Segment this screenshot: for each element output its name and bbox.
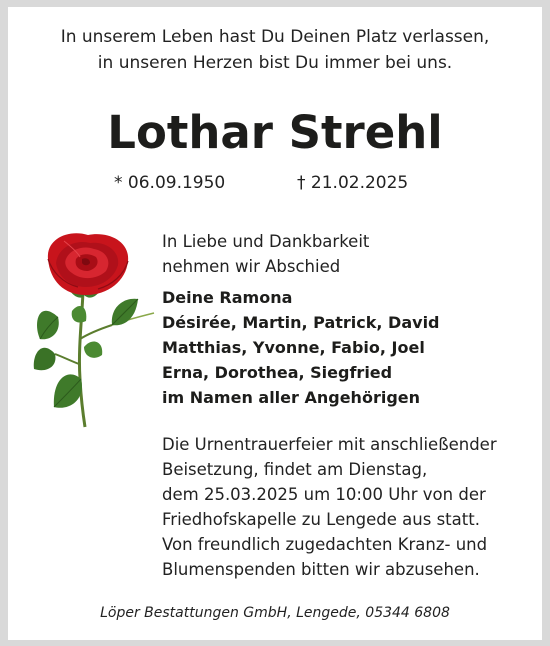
family-list <box>162 285 440 410</box>
farewell-line-2: nehmen wir Abschied <box>162 257 341 276</box>
ceremony-line: Von freundlich zugedachten Kranz- und <box>162 535 488 554</box>
ceremony-line: dem 25.03.2025 um 10:00 Uhr von der <box>162 485 486 504</box>
red-rose-icon <box>28 229 158 429</box>
ceremony-line: Friedhofskapelle zu Lengede aus statt. <box>162 510 480 529</box>
family-line: Erna, Dorothea, Siegfried <box>162 363 393 382</box>
ceremony-line: Die Urnentrauerfeier mit anschließender <box>162 435 497 454</box>
ceremony-line: Blumenspenden bitten wir abzusehen. <box>162 560 480 579</box>
motto-line-1: In unserem Leben hast Du Deinen Platz verlassen, <box>60 27 490 47</box>
family-line: Désirée, Martin, Patrick, David <box>162 313 440 332</box>
death-date: † 21.02.2025 <box>297 173 409 193</box>
ceremony-info <box>162 432 497 582</box>
farewell-line-1: In Liebe und Dankbarkeit <box>162 232 370 251</box>
birth-date: * 06.09.1950 <box>114 173 226 193</box>
farewell-text <box>162 229 369 279</box>
motto <box>8 24 542 76</box>
family-line: Deine Ramona <box>162 288 293 307</box>
deceased-name: Lothar Strehl <box>107 106 443 159</box>
funeral-home-footer: Löper Bestattungen GmbH, Lengede, 05344 6808 <box>100 605 450 621</box>
family-line: im Namen aller Angehörigen <box>162 388 421 407</box>
motto-line-2: in unseren Herzen bist Du immer bei uns. <box>97 53 453 73</box>
ceremony-line: Beisetzung, findet am Dienstag, <box>162 460 428 479</box>
obituary-card <box>8 7 542 640</box>
family-line: Matthias, Yvonne, Fabio, Joel <box>162 338 425 357</box>
